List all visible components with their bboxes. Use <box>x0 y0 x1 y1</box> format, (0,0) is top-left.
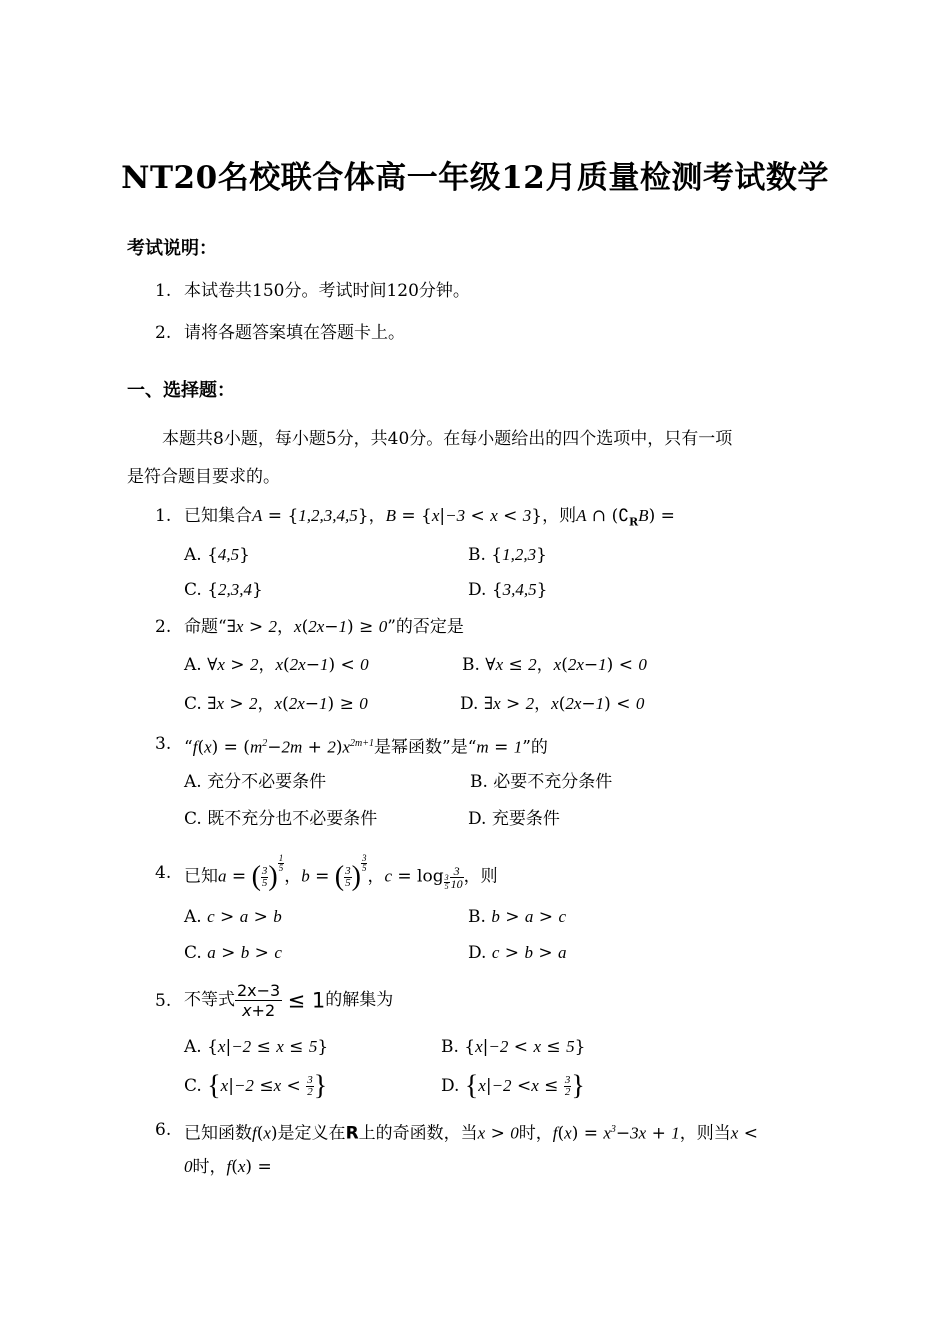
option-d[interactable]: D. ∃x > 2，x(2x−1) < 0 <box>460 694 645 714</box>
option-b[interactable]: B. b > a > c <box>468 907 566 927</box>
instruction-number: 2. <box>155 323 172 343</box>
section-intro-line2: 是符合题目要求的。 <box>127 467 280 487</box>
question-number: 6. <box>155 1120 172 1140</box>
instruction-item: 本试卷共150分。考试时间120分钟。 <box>184 281 470 301</box>
page-title: NT20名校联合体高一年级12月质量检测考试数学 <box>121 160 829 196</box>
section-intro-line1: 本题共8小题，每小题5分，共40分。在每小题给出的四个选项中，只有一项 <box>162 429 733 449</box>
option-c[interactable]: C. 既不充分也不必要条件 <box>184 809 378 829</box>
option-c[interactable]: C. a > b > c <box>184 943 282 963</box>
option-a[interactable]: A. c > a > b <box>184 907 282 927</box>
question-stem-continued: 0时，f(x) = <box>184 1157 272 1177</box>
instruction-number: 1. <box>155 281 172 301</box>
option-a[interactable]: A. {4,5} <box>184 545 250 565</box>
question-number: 4. <box>155 863 172 883</box>
question-stem: 命题“∃x > 2，x(2x−1) ≥ 0”的否定是 <box>184 617 464 637</box>
option-b[interactable]: B. 必要不充分条件 <box>470 772 613 792</box>
instruction-item: 请将各题答案填在答题卡上。 <box>184 323 405 343</box>
option-d[interactable]: D. c > b > a <box>468 943 567 963</box>
question-stem: 不等式 $\frac{2x-3}{x+2}$ ≤ 1的解集为 <box>184 981 394 1020</box>
option-b[interactable]: B. {1,2,3} <box>468 545 547 565</box>
question-stem: 已知a = ( $\frac{3}{5}$ ) $^{\frac{1}{5}}$ ，b = ( $\frac{3}{5}$ ) $^{\frac{3}{5}}$ ，c = log $_{\frac{3}{5}}$ $\frac{3}{10}$ ，则 <box>184 852 498 893</box>
option-c[interactable]: C. ∃x > 2，x(2x−1) ≥ 0 <box>184 694 368 714</box>
question-stem: “$f(x) = (m^2-2m + 2)x^{2m+1}$是幂函数”是“m = 1”的 <box>184 737 548 758</box>
option-c[interactable]: C. {x|−2 ≤x < $\frac{3}{2}$ } <box>184 1070 328 1102</box>
option-b[interactable]: B. ∀x ≤ 2，x(2x−1) < 0 <box>462 655 647 675</box>
option-d[interactable]: D. 充要条件 <box>468 809 560 829</box>
option-d[interactable]: D. {3,4,5} <box>468 580 548 600</box>
question-number: 2. <box>155 617 172 637</box>
option-c[interactable]: C. {2,3,4} <box>184 580 263 600</box>
question-number: 3. <box>155 734 172 754</box>
question-number: 5. <box>155 991 172 1011</box>
question-number: 1. <box>155 506 172 526</box>
option-b[interactable]: B. {x|−2 < x ≤ 5} <box>441 1037 586 1057</box>
option-d[interactable]: D. {x|−2 <x ≤ $\frac{3}{2}$ } <box>441 1070 585 1102</box>
option-a[interactable]: A. 充分不必要条件 <box>184 772 327 792</box>
option-a[interactable]: A. {x|−2 ≤ x ≤ 5} <box>184 1037 329 1057</box>
option-a[interactable]: A. ∀x > 2，x(2x−1) < 0 <box>184 655 369 675</box>
section-heading: 一、选择题： <box>127 380 235 401</box>
question-stem: 已知函数f(x)是定义在R上的奇函数，当x > 0时，$f(x) = x^3-3x + 1$，则当x < <box>184 1123 758 1144</box>
instructions-heading: 考试说明： <box>127 238 217 259</box>
question-stem: 已知集合A = {1,2,3,4,5}，B = {x|−3 < x < 3}，则A ∩ $(∁_RB)$ = <box>184 506 675 529</box>
